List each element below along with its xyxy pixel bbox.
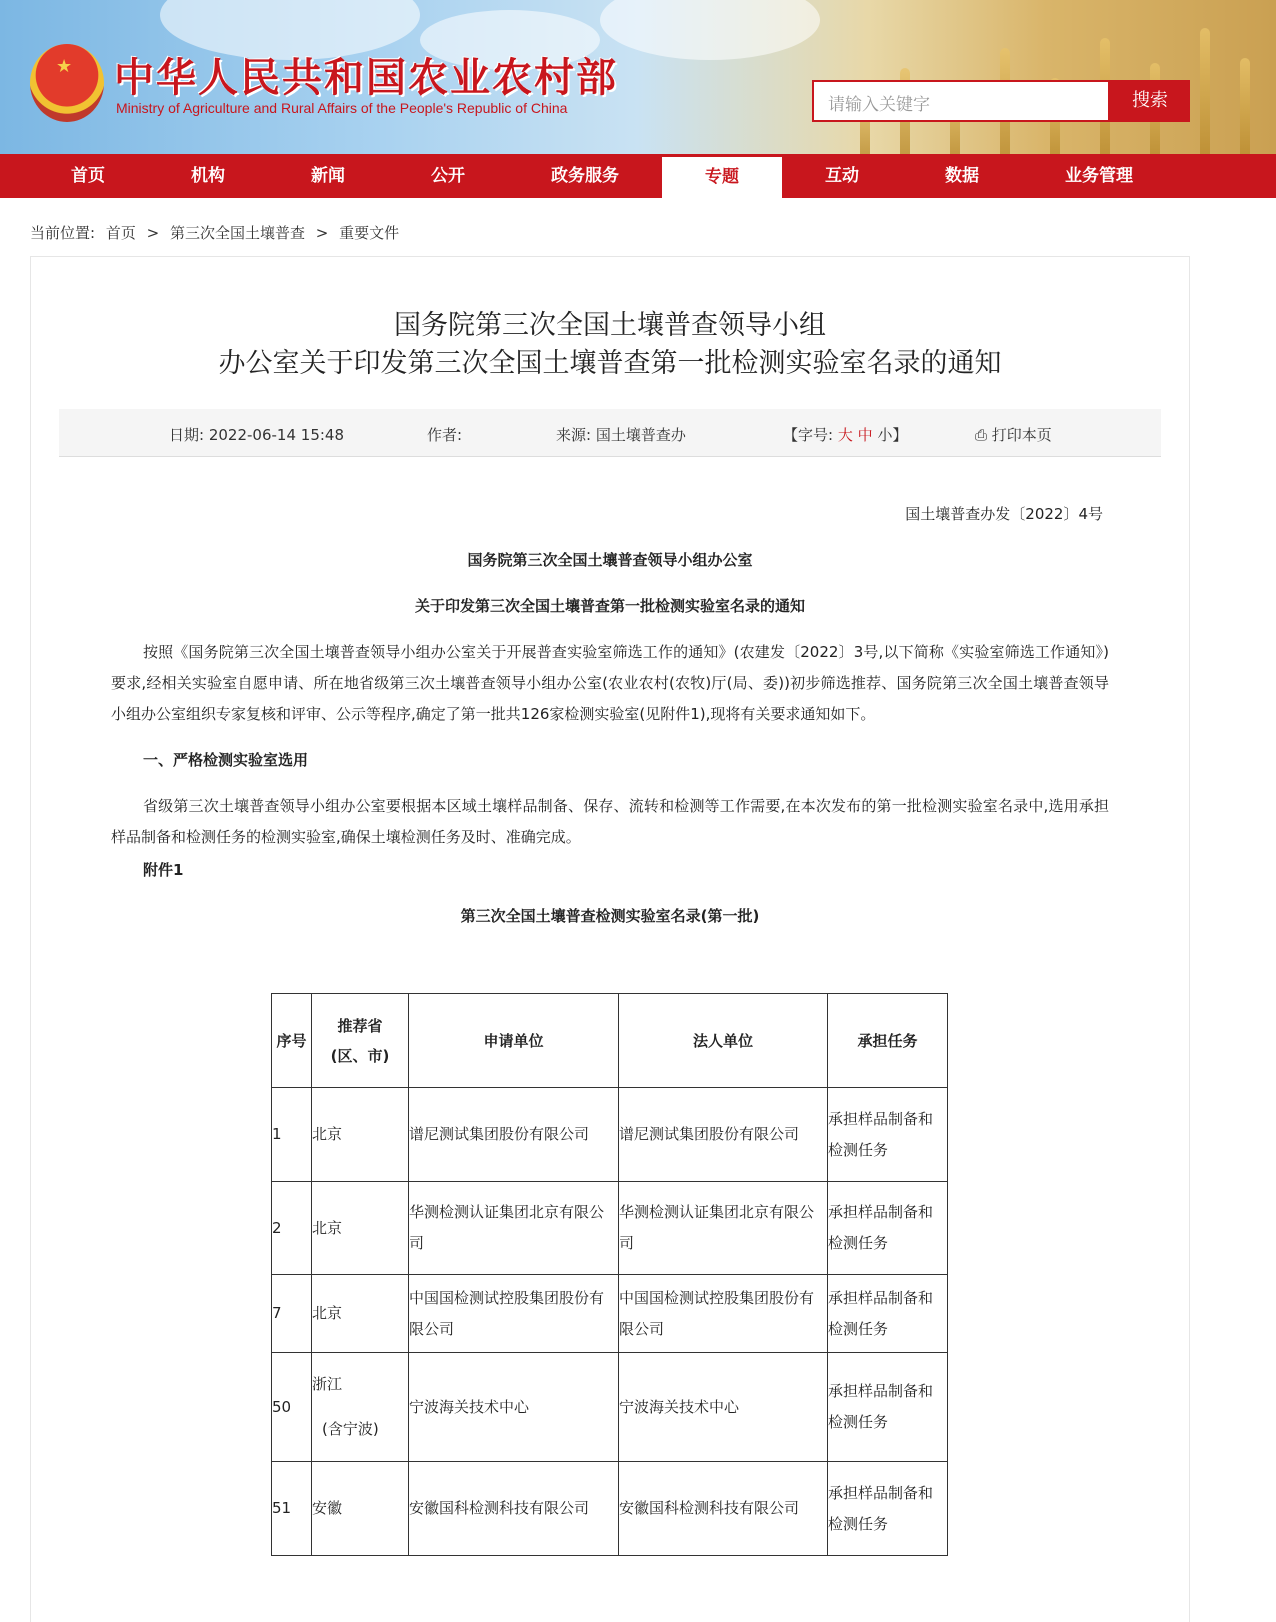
nav-item-interaction[interactable]: 互动	[825, 166, 859, 186]
breadcrumb-home[interactable]: 首页	[105, 224, 136, 242]
row-task-line1: 承担样品制备和	[828, 1483, 934, 1502]
article-container	[30, 256, 1190, 1622]
nav-item-home[interactable]: 首页	[71, 166, 105, 186]
row-task-line2: 检测任务	[828, 1234, 889, 1252]
header-applicant: 申请单位	[409, 994, 619, 1088]
row-no: 2	[272, 1182, 312, 1275]
row-applicant-line1: 中国国检测试控股集团股份有	[409, 1288, 605, 1307]
article-meta-bar	[59, 409, 1161, 457]
table-row	[272, 1088, 948, 1182]
row-province: 安徽	[312, 1462, 409, 1556]
main-nav	[0, 154, 1276, 198]
row-province: 北京	[312, 1088, 409, 1182]
site-title[interactable]: 中华人民共和国农业农村部	[114, 54, 618, 101]
nav-item-public[interactable]: 公开	[431, 166, 465, 186]
star-icon: ★	[56, 56, 73, 77]
row-applicant: 谱尼测试集团股份有限公司	[409, 1088, 619, 1182]
printer-icon: ⎙	[975, 426, 988, 444]
row-no: 1	[272, 1088, 312, 1182]
breadcrumb-label: 当前位置:	[30, 224, 96, 242]
nav-item-services[interactable]: 政务服务	[551, 166, 619, 186]
nav-item-organization[interactable]: 机构	[191, 166, 225, 186]
row-task	[828, 1275, 948, 1353]
row-legal-line2: 司	[619, 1234, 635, 1252]
row-task-line1: 承担样品制备和	[828, 1203, 934, 1221]
search-button[interactable]: 搜索	[1110, 80, 1190, 122]
row-task-line2: 检测任务	[828, 1514, 889, 1533]
paragraph-1: 按照《国务院第三次全国土壤普查领导小组办公室关于开展普查实验室筛选工作的通知》(农建发〔2022〕3号,以下简称《实验室筛选工作通知》)要求,经相关实验室自愿申请、所在地省级第三次土壤普查领导小组办公室(农业农村(农牧)厅(局、委))初步筛选推荐、国务院第三次全国土壤普查领导小组办公室组织专家复核和评审、公示等程序,确定了第一批共126家检测实验室(见附件1),现将有关要求通知如下。	[111, 643, 1109, 723]
table-row	[272, 1462, 948, 1556]
row-province	[312, 1353, 409, 1462]
lab-list-table	[271, 993, 948, 1556]
row-task	[828, 1353, 948, 1462]
row-task	[828, 1088, 948, 1182]
breadcrumb-separator: >	[146, 224, 160, 242]
nav-item-data[interactable]: 数据	[945, 166, 979, 186]
notice-subject: 关于印发第三次全国土壤普查第一批检测实验室名录的通知	[414, 597, 805, 615]
breadcrumb-important-docs[interactable]: 重要文件	[339, 224, 400, 242]
site-subtitle: Ministry of Agriculture and Rural Affairs of the People's Republic of China	[116, 100, 568, 116]
row-province: 北京	[312, 1275, 409, 1353]
table-header-row	[272, 994, 948, 1088]
row-no: 50	[272, 1353, 312, 1462]
nav-item-news[interactable]: 新闻	[311, 166, 345, 186]
table-title: 第三次全国土壤普查检测实验室名录(第一批)	[460, 907, 760, 925]
row-task-line2: 检测任务	[828, 1319, 889, 1338]
print-link[interactable]	[975, 424, 1052, 445]
attachment-label: 附件1	[143, 861, 184, 879]
font-size-large[interactable]: 大	[837, 426, 853, 444]
print-label: 打印本页	[991, 426, 1052, 444]
table-row	[272, 1182, 948, 1275]
section-heading-1: 一、严格检测实验室选用	[143, 751, 309, 769]
row-applicant: 宁波海关技术中心	[409, 1353, 619, 1462]
row-applicant-line1: 华测检测认证集团北京有限公	[409, 1203, 605, 1221]
header-legal-entity: 法人单位	[619, 994, 828, 1088]
article-title-line2: 办公室关于印发第三次全国土壤普查第一批检测实验室名录的通知	[218, 348, 1002, 379]
date-label: 日期:	[169, 426, 205, 444]
row-applicant	[409, 1275, 619, 1353]
header-province	[312, 994, 409, 1088]
font-size-small[interactable]: 小】	[877, 426, 908, 444]
header-task: 承担任务	[828, 994, 948, 1088]
row-legal-entity	[619, 1275, 828, 1353]
table-row	[272, 1353, 948, 1462]
paragraph-2: 省级第三次土壤普查领导小组办公室要根据本区域土壤样品制备、保存、流转和检测等工作需要,在本次发布的第一批检测实验室名录中,选用承担样品制备和检测任务的检测实验室,确保土壤检测任务及时、准确完成。	[111, 797, 1109, 846]
row-province: 北京	[312, 1182, 409, 1275]
source-value: 国土壤普查办	[595, 426, 686, 444]
font-size-medium[interactable]: 中	[857, 426, 873, 444]
row-legal-entity	[619, 1182, 828, 1275]
row-task-line1: 承担样品制备和	[828, 1288, 934, 1307]
header-province-line1: 推荐省	[337, 1016, 383, 1035]
row-province-line1: 浙江	[312, 1375, 343, 1393]
row-no: 7	[272, 1275, 312, 1353]
breadcrumb-soil-census[interactable]: 第三次全国土壤普查	[170, 224, 306, 242]
nav-item-business[interactable]: 业务管理	[1065, 166, 1133, 186]
article-title-line1: 国务院第三次全国土壤普查领导小组	[394, 310, 826, 341]
row-no: 51	[272, 1462, 312, 1556]
issuer-title: 国务院第三次全国土壤普查领导小组办公室	[467, 551, 753, 569]
font-size-label: 【字号:	[783, 426, 834, 444]
row-legal-entity: 宁波海关技术中心	[619, 1353, 828, 1462]
search-input[interactable]: 请输入关键字	[812, 80, 1110, 122]
row-task	[828, 1182, 948, 1275]
author-label: 作者:	[427, 426, 463, 444]
row-task	[828, 1462, 948, 1556]
breadcrumb-separator: >	[315, 224, 329, 242]
row-legal-entity: 安徽国科检测科技有限公司	[619, 1462, 828, 1556]
row-legal-line1: 中国国检测试控股集团股份有	[619, 1288, 815, 1307]
document-number: 国土壤普查办发〔2022〕4号	[905, 505, 1103, 523]
row-applicant-line2: 限公司	[409, 1319, 455, 1338]
national-emblem-logo	[30, 44, 104, 122]
row-province-line2: (含宁波)	[322, 1420, 379, 1438]
header-province-line2: (区、市)	[330, 1046, 390, 1065]
source-label: 来源:	[556, 426, 592, 444]
row-applicant-line2: 司	[409, 1234, 425, 1252]
row-legal-line2: 限公司	[619, 1319, 665, 1338]
row-legal-entity: 谱尼测试集团股份有限公司	[619, 1088, 828, 1182]
publish-date: 2022-06-14 15:48	[208, 426, 345, 444]
breadcrumb	[30, 222, 405, 243]
row-applicant	[409, 1182, 619, 1275]
row-task-line1: 承担样品制备和	[828, 1109, 934, 1128]
row-task-line2: 检测任务	[828, 1413, 889, 1431]
row-task-line1: 承担样品制备和	[828, 1382, 934, 1400]
row-legal-line1: 华测检测认证集团北京有限公	[619, 1203, 815, 1221]
header-no: 序号	[272, 994, 312, 1088]
nav-item-topics[interactable]: 专题	[662, 154, 782, 198]
row-task-line2: 检测任务	[828, 1140, 889, 1159]
row-applicant: 安徽国科检测科技有限公司	[409, 1462, 619, 1556]
table-row	[272, 1275, 948, 1353]
